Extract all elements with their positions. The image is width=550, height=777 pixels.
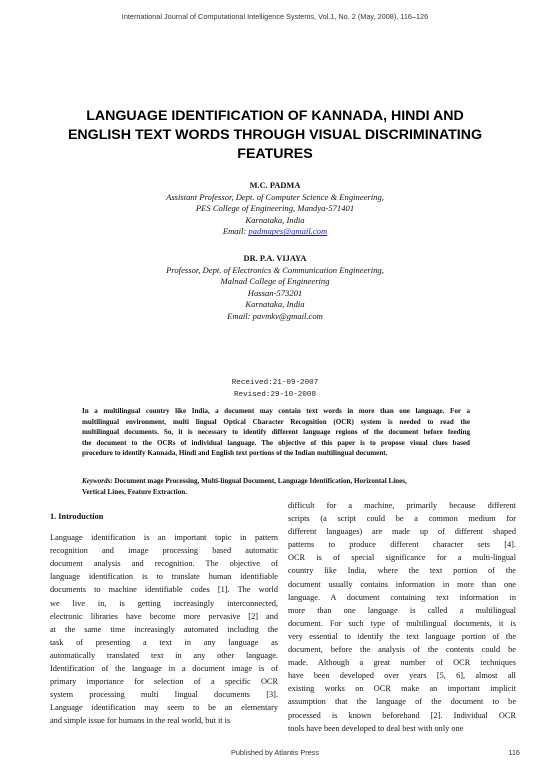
- body-text-line: document. For such type of multilingual documents, it is: [288, 618, 516, 628]
- keywords-line: Vertical Lines, Feature Extraction.: [82, 487, 188, 496]
- author-2-block: [60, 253, 490, 323]
- running-header: International Journal of Computational Intelligence Systems, Vol.1, No. 2 (May, 2008), 116–126: [121, 12, 429, 21]
- body-text-line: primary importance for selection of a specific OCR: [50, 677, 278, 687]
- abstract-line: In a multilingual country like India, a document may contain text words in more than one language. For a: [82, 407, 470, 415]
- keywords: [82, 476, 470, 497]
- body-text-line: document usually contains information in more than one: [288, 579, 516, 589]
- body-text-line: system processing multi lingual documents [3].: [50, 690, 278, 700]
- body-text-line: recognition and image processing based automatic: [50, 546, 278, 556]
- keywords-line: [82, 476, 470, 487]
- body-text-line: Language identification is an important topic in pattern: [50, 533, 278, 543]
- body-text-line: Identification of the language in a document image is of: [50, 664, 278, 674]
- body-text-line: more than one language is called a multilingual: [288, 605, 516, 615]
- author-1-email-label: Email:: [222, 226, 247, 237]
- body-text-line: language identification is to translate human identifiable: [50, 572, 278, 582]
- body-text-line: document, before the analysis of the contents could be: [288, 645, 516, 655]
- body-text-line: electronic libraries have become more pervasive [2] and: [50, 611, 278, 621]
- abstract: [82, 406, 470, 459]
- body-text-line: Language identification may seem to be an elementary: [50, 703, 278, 713]
- body-text-line: automatically translated text in any other language.: [50, 650, 278, 660]
- author-1-affiliation-line: Assistant Professor, Dept. of Computer Science & Engineering,: [166, 191, 384, 202]
- body-text-line: document analysis and recognition. The objective of: [50, 559, 278, 569]
- body-text-line: country like India, where the text portion of the: [288, 566, 516, 576]
- section-heading: 1. Introduction: [50, 512, 104, 521]
- author-2-affiliation-line: Malnad College of Engineering: [220, 276, 330, 287]
- right-column: [288, 499, 516, 735]
- body-text-line: OCR is of special significance for a multi-lingual: [288, 553, 516, 563]
- body-text-line: difficult for a machine, primarily because different: [288, 501, 516, 510]
- body-text-line: task of presenting a text in any language as: [50, 637, 278, 647]
- body-text-line: language. A document containing text information in: [288, 592, 516, 602]
- author-1-affiliation-line: PES College of Engineering, Mandya-571401: [195, 203, 355, 214]
- title-line: ENGLISH TEXT WORDS THROUGH VISUAL DISCRIMINATING: [67, 127, 483, 143]
- author-2-affiliation-line: Hassan-573201: [247, 287, 303, 298]
- author-1-email-link[interactable]: padmapes@gmail.com: [248, 226, 328, 237]
- body-text-line: existing works on OCR make an important implicit: [288, 684, 516, 694]
- paper-title: [40, 107, 510, 164]
- left-column: [50, 510, 278, 728]
- author-1-affiliation-line: Karnataka, India: [245, 214, 305, 225]
- body-text-line: tools have been developed to deal best with only one: [288, 723, 464, 733]
- body-text-line: made. Although a great number of OCR techniques: [288, 658, 516, 668]
- page-number: 116: [508, 748, 520, 757]
- body-text-line: assumption that the language of the document to be: [288, 697, 516, 707]
- title-line: LANGUAGE IDENTIFICATION OF KANNADA, HINDI AND: [86, 108, 464, 124]
- right-column-body: [288, 499, 516, 735]
- author-2-affiliation-line: Professor, Dept. of Electronics & Communication Engineering,: [166, 264, 384, 275]
- body-text-line: documents to machine identifiable codes [1]. The world: [50, 585, 278, 595]
- abstract-line: the document to the OCRs of individual language. The objective of this paper is to propose visual clues based: [82, 438, 470, 447]
- keywords-text: Document mage Processing, Multi-lingual Document, Language Identification, Horizontal Lines,: [112, 477, 407, 485]
- body-text-line: and simple issue for humans in the real world, but it is: [50, 716, 231, 726]
- author-1-block: [60, 180, 490, 238]
- body-text-line: processed is known beforehand [2]. Individual OCR: [288, 710, 516, 720]
- body-text-line: very essential to identify the text language portion of the: [288, 631, 516, 641]
- submission-dates: [0, 378, 550, 401]
- abstract-line: multilingual environment, multi lingual Optical Character Recognition (OCR) system is needed to read the: [82, 417, 470, 426]
- revised-date: Revised:29-10-2008: [233, 390, 317, 399]
- title-line: FEATURES: [237, 146, 313, 162]
- keywords-label: Keywords:: [82, 477, 113, 485]
- abstract-line: multilingual documents. So, it is necessary to identify different language regions of the document before feeding: [82, 428, 470, 436]
- body-text-line: different languages) are made up of different shaped: [288, 527, 516, 537]
- body-text-line: have been developed over years [5, 6], almost all: [288, 671, 516, 681]
- body-text-line: at the same time increasingly automated including the: [50, 624, 278, 634]
- body-text-line: scripts (a script could be a common medium for: [288, 514, 516, 524]
- author-2-affiliation-line: Karnataka, India: [245, 299, 305, 310]
- author-1-name: M.C. PADMA: [249, 181, 301, 190]
- footer-publisher: Published by Atlantis Press: [230, 748, 319, 757]
- author-1-email-line: [60, 226, 490, 238]
- received-date: Received:21-09-2007: [231, 379, 319, 387]
- abstract-line: procedure to identify Kannada, Hindi and English text portions of the Indian multilingual document.: [82, 449, 388, 457]
- author-2-email-line: Email: pavmkv@gmail.com: [227, 310, 323, 321]
- author-2-name: DR. P.A. VIJAYA: [243, 254, 307, 263]
- left-column-body: [50, 531, 278, 727]
- body-text-line: we live in, is getting increasingly interconnected,: [50, 598, 278, 608]
- body-text-line: patterns to produce different character sets [4].: [288, 540, 516, 550]
